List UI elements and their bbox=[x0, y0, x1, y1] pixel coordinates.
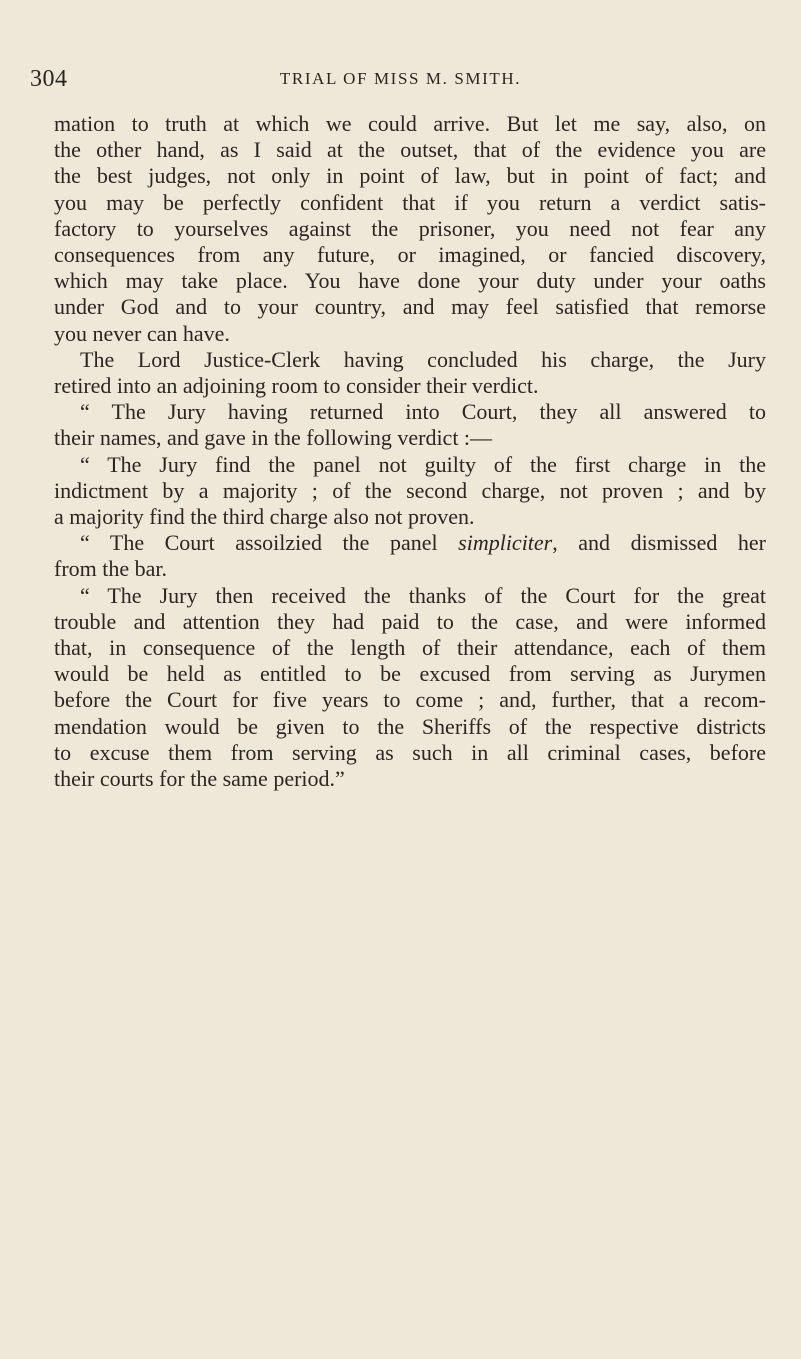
text-line: mendation would be given to the Sheriffs of the respective districts bbox=[54, 713, 766, 739]
text-line: you may be perfectly confident that if you return a verdict satis- bbox=[54, 189, 766, 215]
text-line: indictment by a majority ; of the second charge, not proven ; and by bbox=[54, 477, 766, 503]
text-line: their courts for the same period.” bbox=[54, 766, 345, 792]
paragraph-closing-remarks bbox=[54, 111, 766, 347]
text-line: you never can have. bbox=[54, 320, 230, 346]
italic-term: simpliciter bbox=[458, 530, 553, 556]
text-line: to excuse them from serving as such in all criminal cases, before bbox=[54, 739, 766, 765]
text-line: The Lord Justice-Clerk having concluded his charge, the Jury bbox=[80, 346, 766, 372]
text-line: the other hand, as I said at the outset, that of the evidence you are bbox=[54, 137, 766, 163]
text-line: from the bar. bbox=[54, 556, 168, 582]
text-line: retired into an adjoining room to consider their verdict. bbox=[54, 373, 539, 399]
text-run: “ The Court assoilzied the panel bbox=[80, 530, 459, 556]
paragraph-jury-returned bbox=[54, 399, 766, 451]
text-line: a majority find the third charge also not proven. bbox=[54, 504, 475, 530]
text-line: mation to truth at which we could arrive. But let me say, also, on bbox=[54, 111, 766, 136]
text-line: before the Court for five years to come ; and, further, that a recom- bbox=[54, 687, 766, 713]
paragraph-thanks bbox=[54, 583, 766, 793]
text-line: factory to yourselves against the prisoner, you need not fear any bbox=[54, 215, 766, 241]
paragraph-verdict bbox=[54, 452, 766, 531]
body-text bbox=[54, 111, 766, 792]
text-line: “ The Jury then received the thanks of the Court for the great bbox=[80, 582, 766, 608]
text-line-with-italic bbox=[54, 530, 766, 556]
text-line: which may take place. You have done your duty under your oaths bbox=[54, 268, 766, 294]
running-title: TRIAL OF MISS M. SMITH. bbox=[279, 69, 522, 88]
text-line: trouble and attention they had paid to the case, and were informed bbox=[54, 608, 766, 634]
paragraph-jury-retired bbox=[54, 347, 766, 399]
text-line: “ The Jury find the panel not guilty of the first charge in the bbox=[80, 451, 766, 477]
text-line: consequences from any future, or imagined, or fancied discovery, bbox=[54, 242, 766, 268]
text-line: the best judges, not only in point of law, but in point of fact; and bbox=[54, 163, 766, 189]
text-line: that, in consequence of the length of their attendance, each of them bbox=[54, 635, 766, 661]
text-line: “ The Jury having returned into Court, they all answered to bbox=[80, 399, 766, 425]
text-line: their names, and gave in the following verdict :— bbox=[54, 425, 493, 451]
page-number: 304 bbox=[30, 66, 68, 92]
text-line: under God and to your country, and may feel satisfied that remorse bbox=[54, 294, 766, 320]
text-line: would be held as entitled to be excused from serving as Jurymen bbox=[54, 661, 766, 687]
text-run: , and dismissed her bbox=[552, 530, 766, 556]
running-head bbox=[0, 66, 801, 94]
paragraph-assoilzied bbox=[54, 530, 766, 582]
